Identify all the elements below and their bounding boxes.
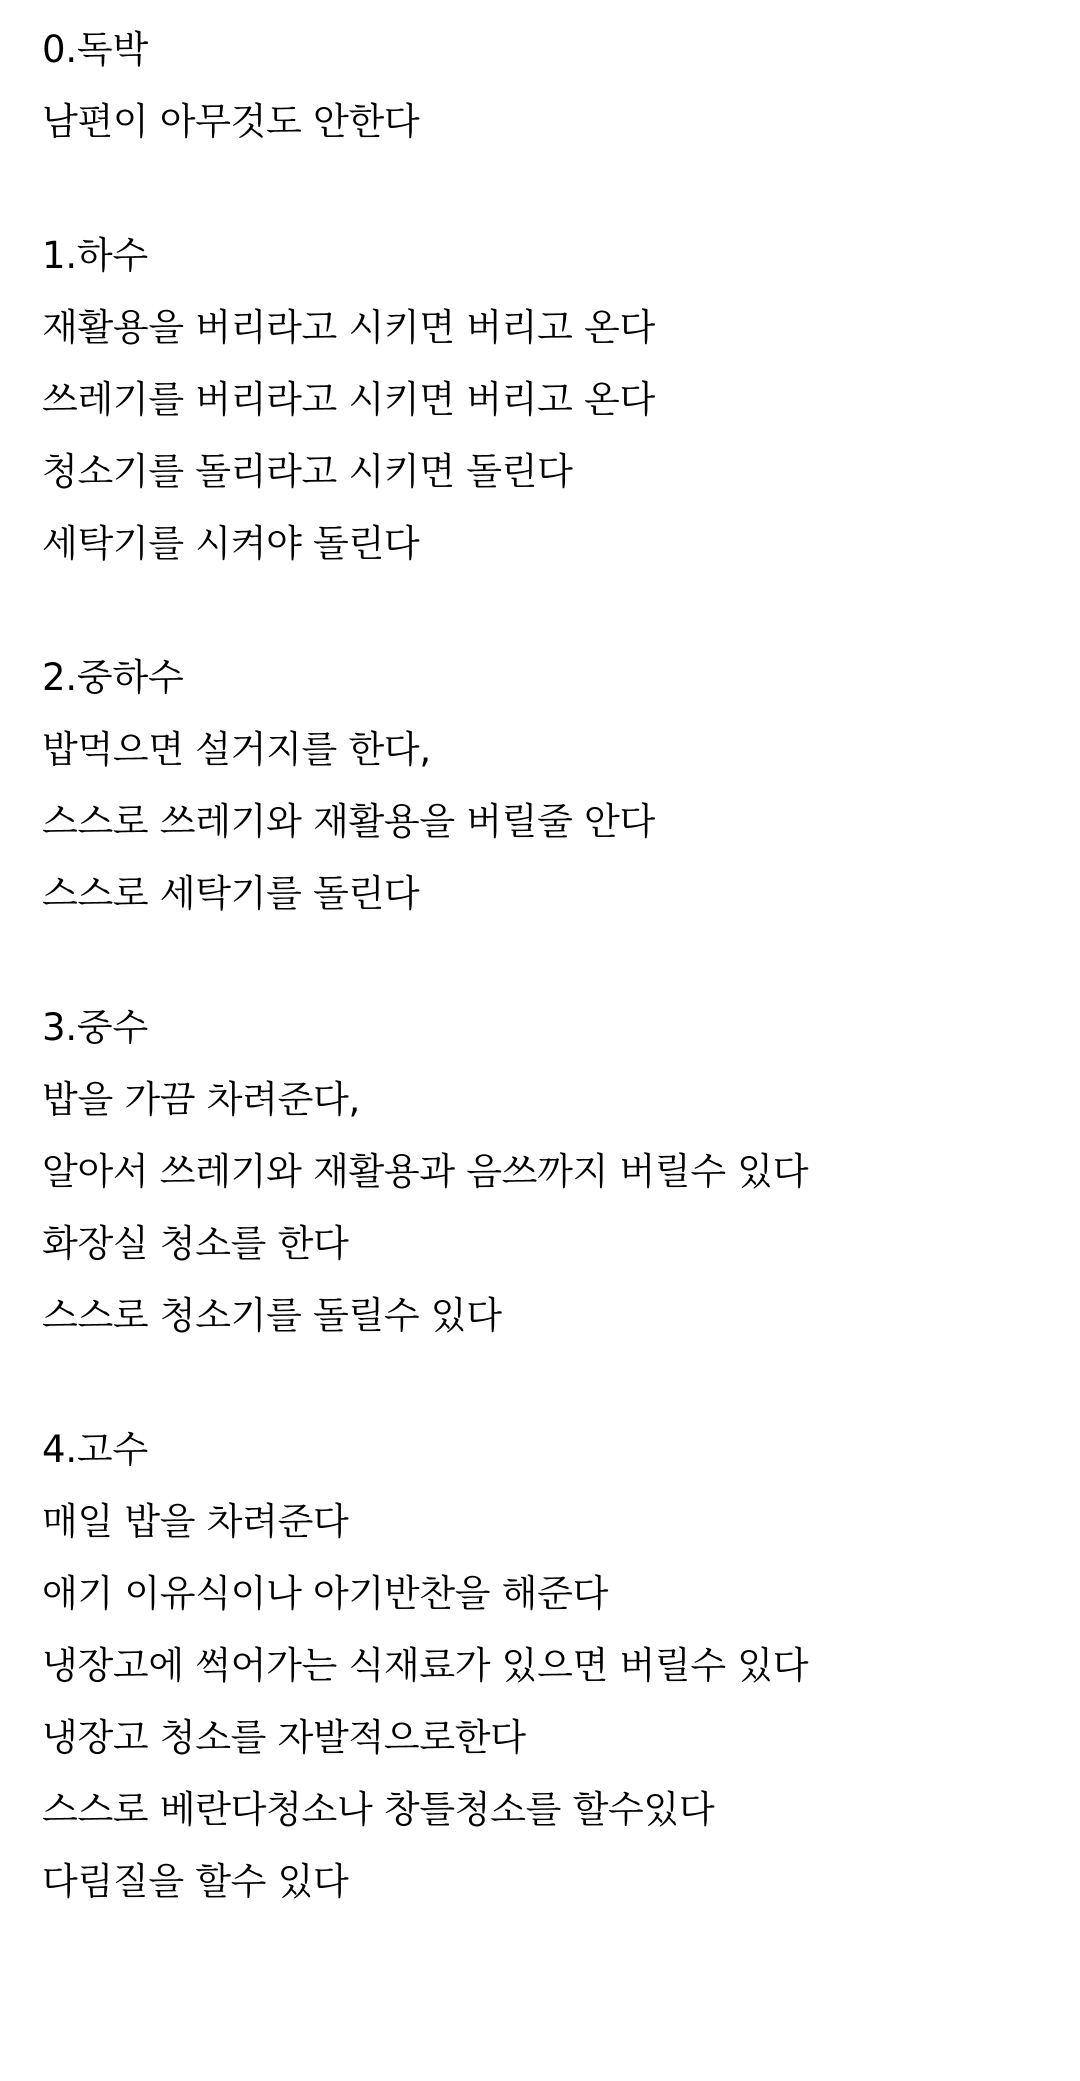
level-line: 알아서 쓰레기와 재활용과 음쓰까지 버릴수 있다 bbox=[42, 1150, 809, 1193]
level-line: 재활용을 버리라고 시키면 버리고 온다 bbox=[42, 306, 655, 349]
level-line: 청소기를 돌리라고 시키면 돌린다 bbox=[42, 450, 573, 493]
level-line: 쓰레기를 버리라고 시키면 버리고 온다 bbox=[42, 378, 655, 421]
level-line: 세탁기를 시켜야 돌린다 bbox=[42, 522, 420, 565]
level-line: 다림질을 할수 있다 bbox=[42, 1860, 349, 1903]
level-line: 애기 이유식이나 아기반찬을 해준다 bbox=[42, 1572, 609, 1615]
level-section-0 bbox=[42, 14, 1040, 158]
level-line: 냉장고 청소를 자발적으로한다 bbox=[42, 1716, 526, 1759]
level-line: 스스로 베란다청소나 창틀청소를 할수있다 bbox=[42, 1788, 715, 1831]
level-heading: 4.고수 bbox=[42, 1428, 148, 1471]
level-line: 스스로 세탁기를 돌린다 bbox=[42, 872, 420, 915]
level-section-3 bbox=[42, 992, 1040, 1352]
level-heading: 1.하수 bbox=[42, 234, 148, 277]
level-line: 스스로 청소기를 돌릴수 있다 bbox=[42, 1294, 502, 1337]
level-line: 밥을 가끔 차려준다, bbox=[42, 1078, 360, 1121]
level-section-1 bbox=[42, 220, 1040, 580]
level-line: 스스로 쓰레기와 재활용을 버릴줄 안다 bbox=[42, 800, 655, 843]
level-line: 화장실 청소를 한다 bbox=[42, 1222, 349, 1265]
level-section-2 bbox=[42, 642, 1040, 930]
level-heading: 0.독박 bbox=[42, 28, 148, 71]
level-line: 매일 밥을 차려준다 bbox=[42, 1500, 349, 1543]
level-section-4 bbox=[42, 1414, 1040, 1918]
level-line: 밥먹으면 설거지를 한다, bbox=[42, 728, 431, 771]
level-line: 냉장고에 썩어가는 식재료가 있으면 버릴수 있다 bbox=[42, 1644, 809, 1687]
level-line: 남편이 아무것도 안한다 bbox=[42, 100, 420, 143]
level-heading: 3.중수 bbox=[42, 1006, 148, 1049]
level-heading: 2.중하수 bbox=[42, 656, 184, 699]
